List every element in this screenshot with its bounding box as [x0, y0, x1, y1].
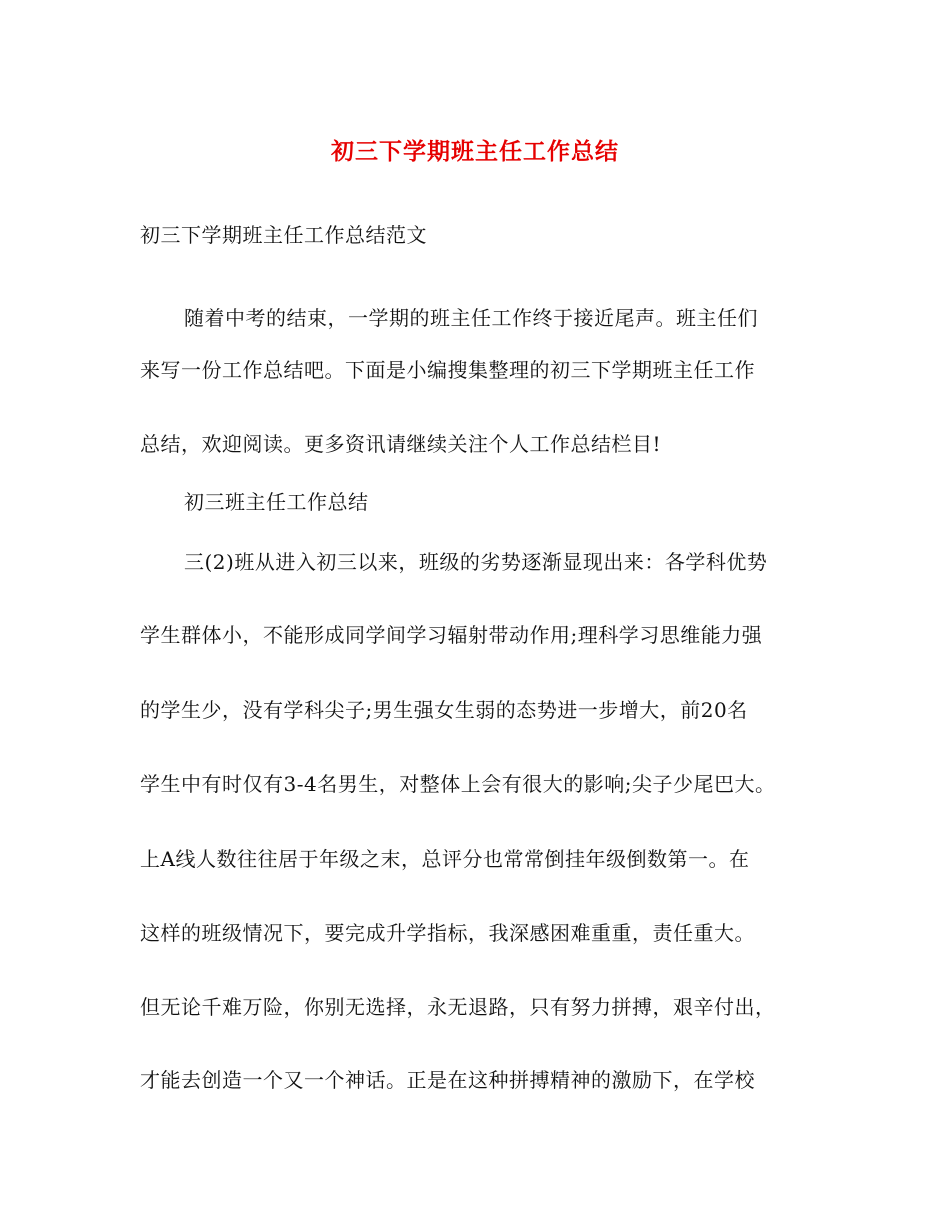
paragraph-line: 上A线人数往往居于年级之末，总评分也常常倒挂年级倒数第一。在 — [140, 847, 750, 871]
document-title: 初三下学期班主任工作总结 — [331, 139, 619, 165]
paragraph-line: 学生中有时仅有3-4名男生，对整体上会有很大的影响;尖子少尾巴大。 — [140, 772, 776, 796]
paragraph-line: 三(2)班从进入初三以来，班级的劣势逐渐显现出来：各学科优势 — [184, 550, 768, 574]
subtitle-line: 初三下学期班主任工作总结范文 — [140, 223, 427, 247]
paragraph-line: 的学生少，没有学科尖子;男生强女生弱的态势进一步增大，前20名 — [140, 698, 748, 722]
paragraph-line: 但无论千难万险，你别无选择，永无退路，只有努力拼搏，艰辛付出， — [140, 995, 776, 1019]
paragraph-line: 总结，欢迎阅读。更多资讯请继续关注个人工作总结栏目! — [140, 432, 662, 456]
paragraph-line: 随着中考的结束，一学期的班主任工作终于接近尾声。班主任们 — [184, 306, 758, 330]
paragraph-line: 学生群体小，不能形成同学间学习辐射带动作用;理科学习思维能力强 — [140, 623, 763, 647]
paragraph-line: 来写一份工作总结吧。下面是小编搜集整理的初三下学期班主任工作 — [140, 358, 755, 382]
section-heading: 初三班主任工作总结 — [184, 490, 369, 514]
paragraph-line: 才能去创造一个又一个神话。正是在这种拼搏精神的激励下，在学校 — [140, 1068, 755, 1092]
paragraph-line: 这样的班级情况下，要完成升学指标，我深感困难重重，责任重大。 — [140, 921, 755, 945]
